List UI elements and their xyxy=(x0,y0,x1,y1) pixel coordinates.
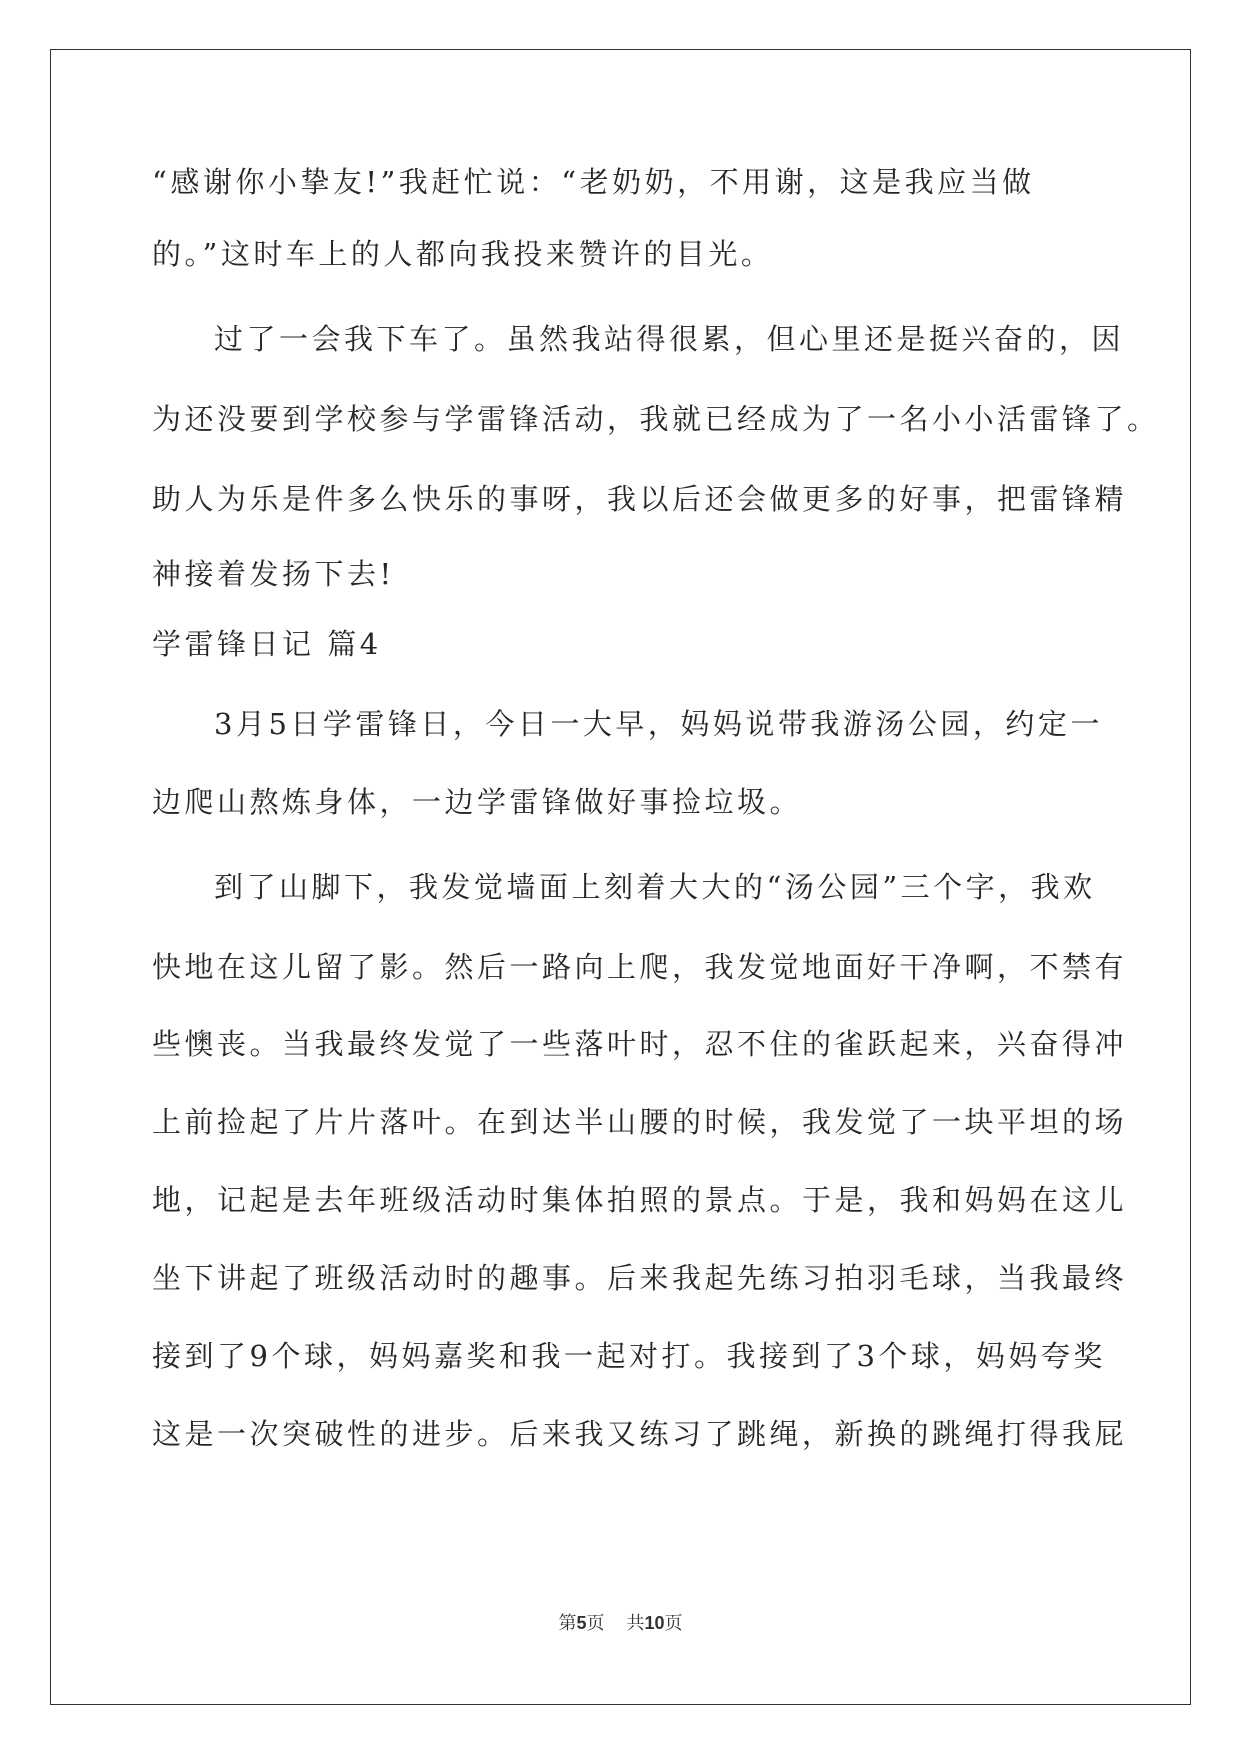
text-line: 些懊丧。当我最终发觉了一些落叶时，忍不住的雀跃起来，兴奋得冲 xyxy=(152,1027,1128,1061)
total-pages: 10 xyxy=(644,1613,665,1633)
text-line: 神接着发扬下去! xyxy=(152,557,395,591)
text-line: 这是一次突破性的进步。后来我又练习了跳绳，新换的跳绳打得我屁 xyxy=(152,1417,1128,1451)
text-line: 的。”这时车上的人都向我投来赞许的目光。 xyxy=(152,237,774,271)
text-line: 接到了9个球，妈妈嘉奖和我一起对打。我接到了3个球，妈妈夸奖 xyxy=(152,1339,1106,1373)
paragraph-start-line: 3月5日学雷锋日，今日一大早，妈妈说带我游汤公园，约定一 xyxy=(214,707,1103,741)
total-suffix: 页 xyxy=(664,1613,683,1634)
section-heading: 学雷锋日记 篇4 xyxy=(152,627,382,661)
text-line: “感谢你小挚友!”我赶忙说：“老奶奶，不用谢，这是我应当做 xyxy=(152,165,1035,199)
text-line: 为还没要到学校参与学雷锋活动，我就已经成为了一名小小活雷锋了。 xyxy=(152,402,1160,436)
page-footer xyxy=(0,1611,1241,1636)
paragraph-start-line: 到了山脚下，我发觉墙面上刻着大大的“汤公园”三个字，我欢 xyxy=(214,870,1096,904)
text-line: 边爬山熬炼身体，一边学雷锋做好事捡垃圾。 xyxy=(152,785,803,819)
page-prefix: 第 xyxy=(558,1613,577,1634)
text-line: 快地在这儿留了影。然后一路向上爬，我发觉地面好干净啊，不禁有 xyxy=(152,950,1128,984)
page-number: 5 xyxy=(576,1613,587,1633)
paragraph-start-line: 过了一会我下车了。虽然我站得很累，但心里还是挺兴奋的，因 xyxy=(214,322,1125,356)
page-suffix: 页 xyxy=(586,1613,605,1634)
text-line: 助人为乐是件多么快乐的事呀，我以后还会做更多的好事，把雷锋精 xyxy=(152,482,1128,516)
text-line: 上前捡起了片片落叶。在到达半山腰的时候，我发觉了一块平坦的场 xyxy=(152,1105,1128,1139)
text-line: 地，记起是去年班级活动时集体拍照的景点。于是，我和妈妈在这儿 xyxy=(152,1183,1128,1217)
text-line: 坐下讲起了班级活动时的趣事。后来我起先练习拍羽毛球，当我最终 xyxy=(152,1261,1128,1295)
total-prefix: 共 xyxy=(626,1613,645,1634)
